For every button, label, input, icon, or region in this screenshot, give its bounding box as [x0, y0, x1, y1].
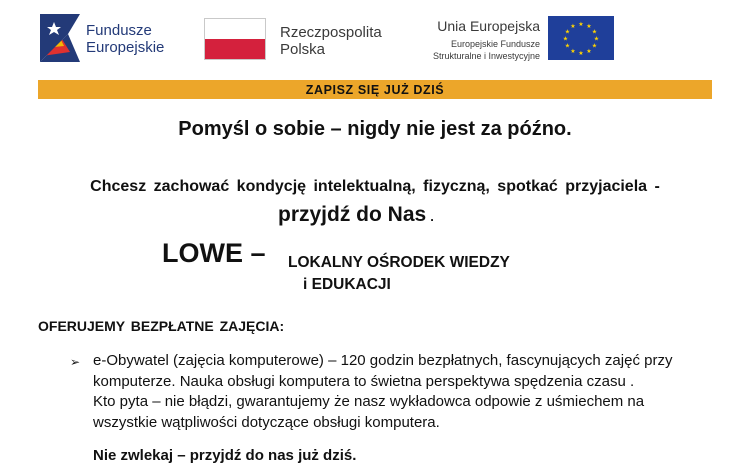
svg-text:★: ★	[593, 35, 600, 43]
fundusze-line1: Fundusze	[86, 22, 152, 39]
svg-text:★: ★	[570, 23, 576, 30]
fundusze-europejskie-logo	[40, 14, 190, 62]
svg-text:★: ★	[591, 42, 598, 50]
headline: Pomyśl o sobie – nigdy nie jest za późno.	[178, 118, 572, 140]
bullet-arrow-icon: ➢	[70, 355, 81, 369]
lowe-subtitle-1: LOKALNY OŚRODEK WIEDZY	[288, 254, 510, 271]
svg-text:★: ★	[586, 23, 592, 30]
offer-heading: OFERUJEMY BEZPŁATNE ZAJĘCIA:	[38, 318, 285, 334]
lowe-subtitle-2: i EDUKACJI	[303, 276, 391, 293]
bullet-item-e-obywatel	[93, 351, 733, 433]
rzeczpospolita-polska-logo	[204, 18, 394, 60]
svg-text:★: ★	[591, 28, 598, 36]
invitation-line: Chcesz zachować kondycję intelektualną, fizyczną, spotkać przyjaciela -	[90, 178, 660, 195]
fundusze-line2: Europejskie	[86, 39, 165, 56]
signup-banner	[38, 80, 712, 99]
svg-text:★: ★	[562, 35, 569, 43]
svg-text:★: ★	[578, 21, 584, 28]
bullet-line: e-Obywatel (zajęcia komputerowe) – 120 godzin bezpłatnych, fascynujących zajęć przy	[93, 352, 673, 369]
come-to-us-dot: .	[430, 209, 434, 224]
bullet-line: Kto pyta – nie błądzi, gwarantujemy że nasz wykładowca odpowie z uśmiechem na	[93, 393, 645, 410]
svg-text:★: ★	[578, 50, 584, 57]
svg-text:★: ★	[564, 28, 571, 36]
ue-sub2: Strukturalne i Inwestycyjne	[432, 51, 540, 61]
signup-banner-text: ZAPISZ SIĘ JUŻ DZIŚ	[305, 82, 445, 97]
unia-europejska-logo	[420, 14, 620, 66]
bullet-line: wszystkie wątpliwości dotyczące obsługi komputera.	[93, 413, 440, 431]
come-to-us-text: przyjdź do Nas	[278, 203, 427, 226]
polish-flag-icon	[204, 18, 266, 60]
svg-text:★: ★	[586, 48, 592, 55]
eu-flag-icon	[548, 16, 614, 60]
svg-text:★: ★	[564, 42, 571, 50]
ue-sub1: Europejskie Fundusze	[450, 39, 540, 49]
svg-text:★: ★	[570, 48, 576, 55]
rp-line1: Rzeczpospolita	[280, 24, 382, 41]
rp-line2: Polska	[280, 41, 326, 58]
come-to-us-line	[278, 203, 434, 227]
lowe-title: LOWE –	[162, 238, 266, 268]
ue-title: Unia Europejska	[437, 18, 540, 34]
bullet-line: komputerze. Nauka obsługi komputera to świetna perspektywa spędzenia czasu .	[93, 372, 635, 390]
fundusze-europejskie-mark-icon	[40, 14, 80, 62]
call-to-action-line: Nie zwlekaj – przyjdź do nas już dziś.	[93, 447, 357, 464]
